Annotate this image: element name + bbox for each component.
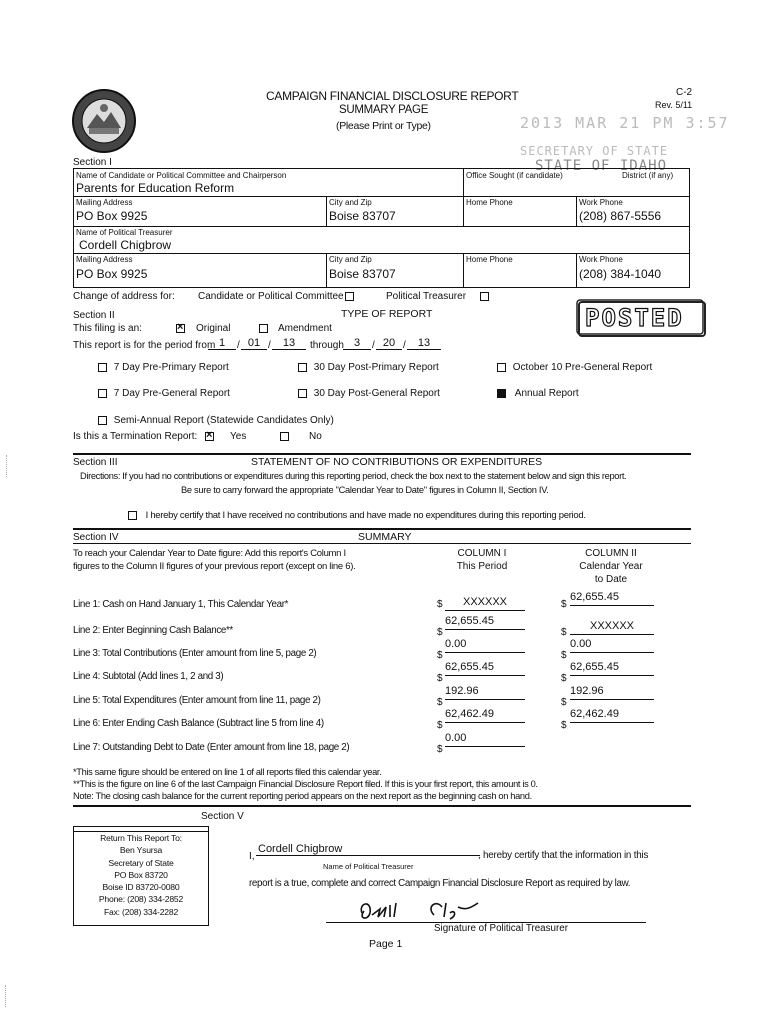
column-2-value[interactable]: 192.96 [570,685,654,700]
column-1-value[interactable]: XXXXXX [445,596,525,611]
summary-intro-2: figures to the Column II figures of your previous report (except on line 6). [73,561,356,572]
certify-i-label: I, [249,851,255,862]
original-label: Original [196,323,231,334]
period-from-day[interactable]: 01 [241,337,267,350]
summary-line-3 [73,638,673,662]
return-address-line: PO Box 83720 [114,869,168,880]
column-2-currency: $ [561,697,567,708]
change-address-label: Change of address for: [73,291,175,302]
treasurer-home-phone-label: Home Phone [466,255,513,264]
work-phone-field[interactable]: (208) 867-5556 [579,209,662,223]
change-candidate-label: Candidate or Political Committee [198,291,344,302]
column-1-value[interactable]: 192.96 [445,685,525,700]
summary-line-label: Line 7: Outstanding Debt to Date (Enter amount from line 18, page 2) [73,742,350,753]
summary-line-label: Line 5: Total Expenditures (Enter amount from line 11, page 2) [73,695,321,706]
amendment-label: Amendment [278,323,332,334]
treasurer-mailing-label: Mailing Address [76,255,133,264]
seal-icon [71,88,137,154]
posted-stamp-text: POSTED [585,304,684,332]
semi-annual-label: Semi-Annual Report (Statewide Candidates Only) [113,415,334,426]
summary-line-label: Line 6: Enter Ending Cash Balance (Subtract line 5 from line 4) [73,718,324,729]
filing-type-row [73,323,373,334]
column-2-value[interactable]: 62,655.45 [570,661,654,676]
october-10-label: October 10 Pre-General Report [512,362,653,373]
section-3-directions-1: Directions: If you had no contributions or expenditures during this reporting period, check the box next to the statement below and sign this report. [80,471,627,481]
pre-primary-7day-checkbox[interactable] [98,363,107,372]
certify-line-2: report is a true, complete and correct Campaign Financial Disclosure Report as required by law. [249,878,631,889]
section-1-heading: Section I [73,157,112,168]
summary-line-label: Line 1: Cash on Hand January 1, This Calendar Year* [73,599,289,610]
section-3-heading: Section III [73,457,118,468]
treasurer-name-field[interactable]: Cordell Chigbrow [79,238,172,252]
period-row: This report is for the period from 1 / 01 / 13 through 3 / 20 / 13 [73,340,473,351]
candidate-name-field[interactable]: Parents for Education Reform [76,181,235,195]
report-instruction: (Please Print or Type) [336,120,431,132]
signature-caption: Signature of Political Treasurer [434,923,568,934]
column-2-header [568,547,654,586]
office-sought-label: Office Sought (if candidate) [466,171,563,180]
annual-report-label: Annual Report [514,388,579,399]
change-candidate-checkbox[interactable] [345,292,354,301]
type-of-report-heading: TYPE OF REPORT [341,308,433,320]
return-address-line: Fax: (208) 334-2282 [103,906,179,917]
column-1-currency: $ [437,720,443,731]
return-address-box [73,826,209,926]
october-10-checkbox[interactable] [497,363,506,372]
treasurer-work-phone-label: Work Phone [579,255,623,264]
return-address-line: Boise ID 83720-0080 [102,882,180,893]
column-2-subtitle-2: to Date [594,574,628,585]
city-zip-field[interactable]: Boise 83707 [329,209,396,223]
column-2-currency: $ [561,599,567,610]
column-1-currency: $ [437,744,443,755]
amendment-checkbox[interactable] [259,324,268,333]
work-phone-label: Work Phone [579,198,623,207]
no-activity-certify: I hereby certify that I have received no contributions and have made no expenditures during this reporting period. [145,510,586,521]
footnote-1: *This same figure should be entered on line 1 of all reports filed this calendar year. [73,767,382,777]
section-5-divider [73,805,691,807]
city-zip-label: City and Zip [329,198,372,207]
column-2-value[interactable]: 0.00 [570,638,654,653]
column-2-value[interactable]: XXXXXX [570,620,654,635]
section-4-divider [73,528,691,530]
section-3-divider [73,453,691,455]
return-address-line: Phone: (208) 334-2852 [98,894,184,905]
period-label: This report is for the period from [73,340,216,351]
period-to-year[interactable]: 13 [407,337,441,350]
column-2-currency: $ [561,627,567,638]
return-address-lines [74,832,208,918]
report-subtitle: SUMMARY PAGE [339,104,429,116]
treasurer-work-phone-field[interactable]: (208) 384-1040 [579,267,662,281]
pre-general-7day-label: 7 Day Pre-General Report [113,388,230,399]
section-3-title: STATEMENT OF NO CONTRIBUTIONS OR EXPENDITURES [251,456,543,468]
post-primary-30day-checkbox[interactable] [298,363,307,372]
no-activity-checkbox[interactable] [128,511,137,520]
mailing-address-label: Mailing Address [76,198,133,207]
section-2-heading: Section II [73,310,115,321]
column-1-value[interactable]: 62,462.49 [445,708,525,723]
column-2-title: COLUMN II [585,548,637,559]
column-2-currency: $ [561,720,567,731]
return-address-line: Ben Ysursa [119,845,163,856]
report-title: CAMPAIGN FINANCIAL DISCLOSURE REPORT [266,89,519,103]
column-2-subtitle: Calendar Year [579,561,643,572]
period-from-year[interactable]: 13 [272,337,306,350]
section-4-heading: Section IV [73,532,119,543]
home-phone-label: Home Phone [466,198,513,207]
form-revision: Rev. 5/11 [655,100,693,110]
footnote-2: **This is the figure on line 6 of the last Campaign Financial Disclosure Report filed. If this is your first report, this amount is 0. [73,779,538,789]
column-2-value[interactable]: 62,655.45 [570,591,654,606]
filing-type-label: This filing is an: [73,323,142,334]
change-treasurer-checkbox[interactable] [480,292,489,301]
form-code: C-2 [676,87,693,98]
treasurer-name-caption: Name of Political Treasurer [323,862,414,871]
termination-label: Is this a Termination Report: [73,431,198,442]
post-general-30day-label: 30 Day Post-General Report [313,388,440,399]
treasurer-city-label: City and Zip [329,255,372,264]
summary-line-label: Line 2: Enter Beginning Cash Balance** [73,625,233,636]
treasurer-city-field[interactable]: Boise 83707 [329,267,396,281]
section-3-directions-2: Be sure to carry forward the appropriate "Calendar Year to Date" figures in Column II, Section IV. [181,485,549,495]
received-stamp-state: STATE OF IDAHO [535,158,668,174]
column-2-currency: $ [561,673,567,684]
termination-yes-checkbox[interactable] [205,432,214,441]
column-1-title: COLUMN I [457,548,507,559]
received-stamp-datetime: 2013 MAR 21 PM 3:57 [520,114,730,132]
candidate-name-label: Name of Candidate or Political Committee and Chairperson [76,171,287,180]
summary-line-2 [73,615,673,639]
district-label: District (if any) [622,171,674,180]
summary-line-5 [73,685,673,709]
footnote-3: Note: The closing cash balance for the current reporting period appears on the next report as the beginning cash on hand. [73,791,532,801]
period-to-month[interactable]: 3 [343,337,371,350]
summary-line-7 [73,732,673,756]
annual-report-checkbox[interactable] [497,389,506,398]
summary-line-1 [73,591,673,615]
summary-line-4 [73,661,673,685]
original-checkbox[interactable] [176,324,185,333]
column-2-value[interactable]: 62,462.49 [570,708,654,723]
mailing-address-field[interactable]: PO Box 9925 [76,209,148,223]
period-from-month[interactable]: 1 [208,337,236,350]
column-1-header [440,547,524,573]
received-stamp-office: SECRETARY OF STATE [520,144,669,158]
scan-artifact [6,455,9,477]
page-number: Page 1 [369,938,403,950]
return-address-line: Secretary of State [108,857,174,868]
post-primary-30day-label: 30 Day Post-Primary Report [313,362,439,373]
pre-general-7day-checkbox[interactable] [98,389,107,398]
summary-line-label: Line 4: Subtotal (Add lines 1, 2 and 3) [73,671,224,682]
post-general-30day-checkbox[interactable] [298,389,307,398]
certify-treasurer-name[interactable]: Cordell Chigbrow [256,843,480,856]
column-1-currency: $ [437,599,443,610]
column-1-value[interactable]: 62,655.45 [445,661,525,676]
state-seal [71,88,137,154]
summary-intro-1: To reach your Calendar Year to Date figure: Add this report's Column I [73,548,346,559]
scan-artifact [5,985,8,1007]
summary-line-label: Line 3: Total Contributions (Enter amount from line 5, page 2) [73,648,317,659]
column-1-value[interactable]: 0.00 [445,638,525,653]
column-2-currency: $ [561,650,567,661]
column-1-currency: $ [437,697,443,708]
return-address-line: Return This Report To: [100,833,182,843]
period-to-day[interactable]: 20 [376,337,402,350]
through-label: through [310,340,344,351]
treasurer-name-label: Name of Political Treasurer [76,228,173,237]
summary-line-6 [73,708,673,732]
column-1-currency: $ [437,627,443,638]
semi-annual-checkbox[interactable] [98,416,107,425]
posted-stamp [575,298,709,342]
column-1-currency: $ [437,673,443,684]
termination-yes-label: Yes [230,431,247,442]
termination-no-checkbox[interactable] [280,432,289,441]
termination-no-label: No [309,431,322,442]
column-1-value[interactable]: 62,655.45 [445,615,525,630]
column-1-currency: $ [437,650,443,661]
change-treasurer-label: Political Treasurer [386,291,467,302]
column-1-value[interactable]: 0.00 [445,732,525,747]
column-1-subtitle: This Period [456,561,508,572]
treasurer-mailing-field[interactable]: PO Box 9925 [76,267,148,281]
termination-row [73,431,373,442]
certify-line-1-tail: , hereby certify that the information in this [478,850,649,861]
section-5-heading: Section V [201,811,244,822]
pre-primary-7day-label: 7 Day Pre-Primary Report [113,362,229,373]
summary-title: SUMMARY [358,531,412,543]
